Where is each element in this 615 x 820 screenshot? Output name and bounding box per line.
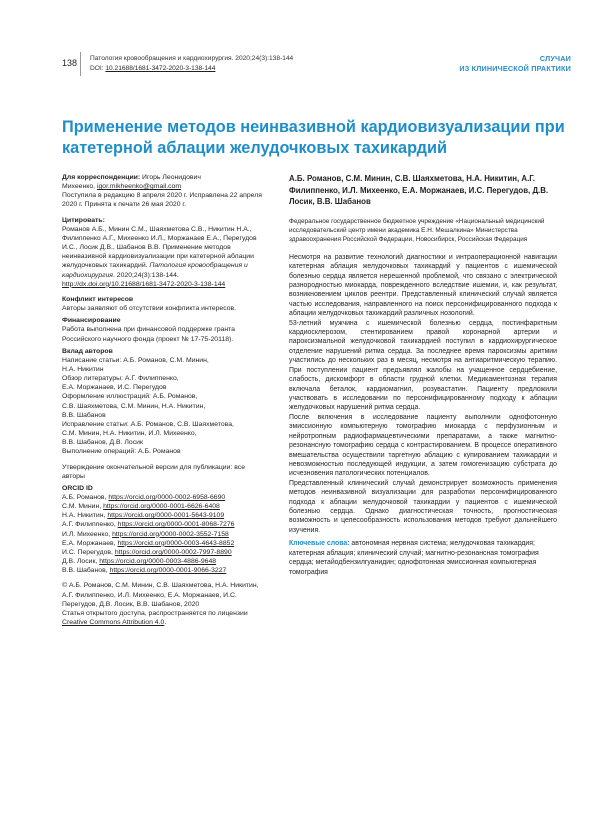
- correspondence: [62, 173, 267, 191]
- sidebar-column: [62, 173, 267, 627]
- orcid-name: С.М. Минин,: [62, 503, 104, 511]
- correspondence-name-2: Михеенко,: [62, 183, 97, 191]
- journal-info: [90, 54, 293, 73]
- license-end: .: [164, 619, 167, 627]
- received-dates: Поступила в редакцию 8 апреля 2020 г. Исправлена 22 апреля 2020 г. Принята к печати 26 мая 2020 г.: [62, 192, 262, 209]
- orcid-link[interactable]: https://orcid.org/0000-0002-3552-7158: [112, 530, 229, 538]
- section-line-2: ИЗ КЛИНИЧЕСКОЙ ПРАКТИКИ: [459, 63, 571, 73]
- orcid-name: И.Л. Михеенко,: [62, 530, 113, 538]
- contrib-line: Н.А. Никитин: [62, 365, 104, 373]
- contrib-line: В.В. Шабанов, Д.В. Лосик: [62, 439, 143, 447]
- orcid-link[interactable]: https://orcid.org/0000-0002-7997-8890: [114, 548, 232, 556]
- orcid-row: [62, 493, 267, 502]
- orcid-row: [62, 548, 267, 557]
- journal-citation: Патология кровообращения и кардиохирургия. 2020;24(3):138-144: [90, 55, 294, 62]
- abstract-paragraph: 53-летний мужчина с ишемической болезнью сердца, постинфарктным кардиосклерозом, стентированием правой коронарной артерии и пароксизмальной желудочковой тахикардией поступил в кардиохирургическое отделение нарушений ритма сердца. За последнее время пароксизмы аритмии участились до нескольких раз в месяц, несмотря на антиаритмическую терапию. При поступлении пациент предъявлял жалобы на учащенное сердцебиение, слабость, дискомфорт в области грудной клетки. Медикаментозная терапия включала беталок, кардиомагнил, розувастатин. Пациенту предложили участвовать в исследовании по персонифицированному подходу к аблации желудочковых нарушений ритма сердца.: [289, 319, 557, 412]
- license-text: [62, 609, 267, 627]
- orcid-name: И.С. Перегудов,: [62, 548, 115, 556]
- section-line-1: СЛУЧАИ: [539, 54, 571, 63]
- article-title: Применение методов неинвазивной кардиовизуализации при катетерной аблации желудочковых тахикардий: [62, 118, 565, 157]
- page-number: 138: [62, 58, 78, 68]
- contrib-line: Выполнение операций: А.Б. Романов: [62, 448, 181, 456]
- abstract: [289, 253, 557, 536]
- orcid-name: Е.А. Моржанаев,: [62, 539, 118, 547]
- cite-body: Романов А.Б., Минин С.М., Шаяхметова С.В., Никитин Н.А., Филиппенко А.Г., Михеенко И.Л., Моржанаев Е.А., Перегудов И.С., Лосик Д.В., Шабанов В.В. Применение методов неинвазивной кардиовизуализации при катетерной аблации желудочковых тахикардий.: [62, 225, 257, 270]
- contrib-line: Е.А. Моржанаев, И.С. Перегудов: [62, 384, 167, 392]
- orcid-name: В.В. Шабанов,: [62, 567, 110, 575]
- orcid-name: Д.В. Лосик,: [62, 558, 100, 566]
- main-column: [289, 173, 557, 577]
- orcid-row: [62, 511, 267, 520]
- orcid-link[interactable]: https://orcid.org/0000-0003-4886-9648: [99, 558, 217, 566]
- doi-prefix: DOI:: [90, 64, 106, 72]
- orcid-name: Н.А. Никитин,: [62, 512, 108, 520]
- header-divider: [80, 52, 81, 76]
- page-header: [0, 0, 615, 80]
- contrib-heading: Вклад авторов: [62, 347, 113, 355]
- orcid-row: [62, 566, 267, 575]
- cite-heading: Цитировать:: [62, 216, 105, 224]
- keywords: [289, 539, 557, 577]
- orcid-row: [62, 502, 267, 511]
- orcid-link[interactable]: https://orcid.org/0000-0001-5643-9109: [107, 512, 225, 520]
- contrib-line: Написание статьи: А.Б. Романов, С.М. Минин,: [62, 356, 209, 364]
- cite-text: [62, 225, 267, 289]
- contrib-line: Обзор литературы: А.Г. Филиппенко,: [62, 375, 179, 383]
- abstract-paragraph: Несмотря на развитие технологий диагностики и интраоперационной навигации катетерная аблация желудочковых тахикардий у пациентов с ишемической болезнью сердца является нерешенной проблемой, что связано с электрической разнородностью миокарда, поврежденного вследствие ишемии, и, как результат, возникновением циклов реентри. Представленный клинический случай является частью исследования, направленного на поиск персонифицированного подхода к аблации желудочковых тахикардий различных нозологий.: [289, 253, 557, 318]
- orcid-heading: ORCID ID: [62, 484, 93, 492]
- contrib-line: В.В. Шабанов: [62, 411, 106, 419]
- orcid-link[interactable]: https://orcid.org/0000-0001-6626-6408: [103, 503, 220, 511]
- approval-text: Утверждение окончательной версии для публикации: все авторы: [62, 463, 246, 480]
- cite-journal: Патология кровообращения и кардиохирургия: [62, 262, 248, 279]
- cite-tail: . 2020;24(3):138-144.: [112, 271, 179, 279]
- correspondence-name: Игорь Леонидович: [140, 174, 201, 181]
- license-prefix: Статья открытого доступа, распространяется по лицензии: [62, 609, 248, 617]
- contrib-line: С.В. Шаяхметова, С.М. Минин, Н.А. Никитин,: [62, 402, 206, 410]
- contrib-line: С.М. Минин, Н.А. Никитин, И.Л. Михеенко,: [62, 430, 197, 438]
- contrib-line: Оформление иллюстраций: А.Б. Романов,: [62, 393, 198, 401]
- funding-heading: Финансирование: [62, 317, 121, 325]
- conflict-heading: Конфликт интересов: [62, 295, 134, 303]
- abstract-paragraph: После включения в исследование пациенту выполнили однофотонную эмиссионную компьютерную томографию миокарда с перфузионным и нейротропным радиофармацевтическими препаратами, а также магнитно-резонансную томографию сердца с контрастированием. В процессе оперативного вмешательства осуществили таргетную аблацию с купированием тахикардии и невозможностью последующей индукции, а затем гомогенизацию субстрата до исчезновения патологических потенциалов.: [289, 413, 557, 478]
- orcid-link[interactable]: https://orcid.org/0000-0002-6958-6690: [108, 494, 226, 501]
- keywords-label: Ключевые слова:: [289, 540, 350, 548]
- orcid-link[interactable]: https://orcid.org/0000-0001-8068-7276: [117, 521, 235, 529]
- keywords-text: автономная нервная система; желудочковая тахикардия; катетерная аблация; клинический случай; магнитно-резонансная томография сердца; метайодбензилгуанидин; однофотонная эмиссионная компьютерная томография: [289, 540, 539, 576]
- orcid-row: [62, 520, 267, 529]
- section-label: [459, 54, 571, 73]
- orcid-name: А.Г. Филиппенко,: [62, 521, 118, 529]
- abstract-paragraph: Представленный клинический случай демонстрирует возможность применения методов неинвазивной визуализации для разработки персонифицированного подхода к аблации желудочковой тахикардии у пациентов с ишемической болезнью сердца. Однако диагностическая точность, прогностическая возможность и целесообразность использования методов требуют дальнейшего изучения.: [289, 479, 557, 534]
- funding-text: Работа выполнена при финансовой поддержке гранта Российского научного фонда (проект № 17-75-20118).: [62, 326, 235, 343]
- author-list: А.Б. Романов, С.М. Минин, С.В. Шаяхметова, Н.А. Никитин, А.Г. Филиппенко, И.Л. Михеенко, Е.А. Моржанаев, И.С. Перегудов, Д.В. Лосик, В.В. Шабанов: [289, 174, 549, 207]
- doi-line: [90, 64, 293, 74]
- license-link[interactable]: Creative Commons Attribution 4.0: [62, 619, 165, 627]
- affiliation: Федеральное государственное бюджетное учреждение «Национальный медицинский исследовательский центр имени академика Е.Н. Мешалкина» Министерства здравоохранения Российской Федерации, Новосибирск, Российская Федерация: [289, 217, 545, 244]
- copyright-text: © А.Б. Романов, С.М. Минин, С.В. Шаяхметова, Н.А. Никитин, А.Г. Филиппенко, И.Л. Михеенко, Е.А. Моржанаев, И.С. Перегудов, Д.В. Лосик, В.В. Шабанов, 2020: [62, 582, 259, 608]
- orcid-link[interactable]: https://orcid.org/0000-0001-9066-3227: [109, 567, 227, 575]
- cite-url[interactable]: http://dx.doi.org/10.21688/1681-3472-2020-3-138-144: [62, 280, 226, 288]
- orcid-row: [62, 557, 267, 566]
- doi-link[interactable]: 10.21688/1681-3472-2020-3-138-144: [105, 64, 216, 72]
- orcid-row: [62, 539, 267, 548]
- correspondence-email[interactable]: igor.mikheenko@gmail.com: [96, 183, 182, 191]
- contrib-line: Исправление статьи: А.Б. Романов, С.В. Шаяхметова,: [62, 420, 234, 428]
- orcid-row: [62, 530, 267, 539]
- orcid-link[interactable]: https://orcid.org/0000-0003-4643-8852: [117, 539, 235, 547]
- orcid-name: А.Б. Романов,: [62, 494, 109, 501]
- conflict-text: Авторы заявляют об отсутствии конфликта интересов.: [62, 305, 237, 313]
- correspondence-label: Для корреспонденции:: [62, 174, 141, 181]
